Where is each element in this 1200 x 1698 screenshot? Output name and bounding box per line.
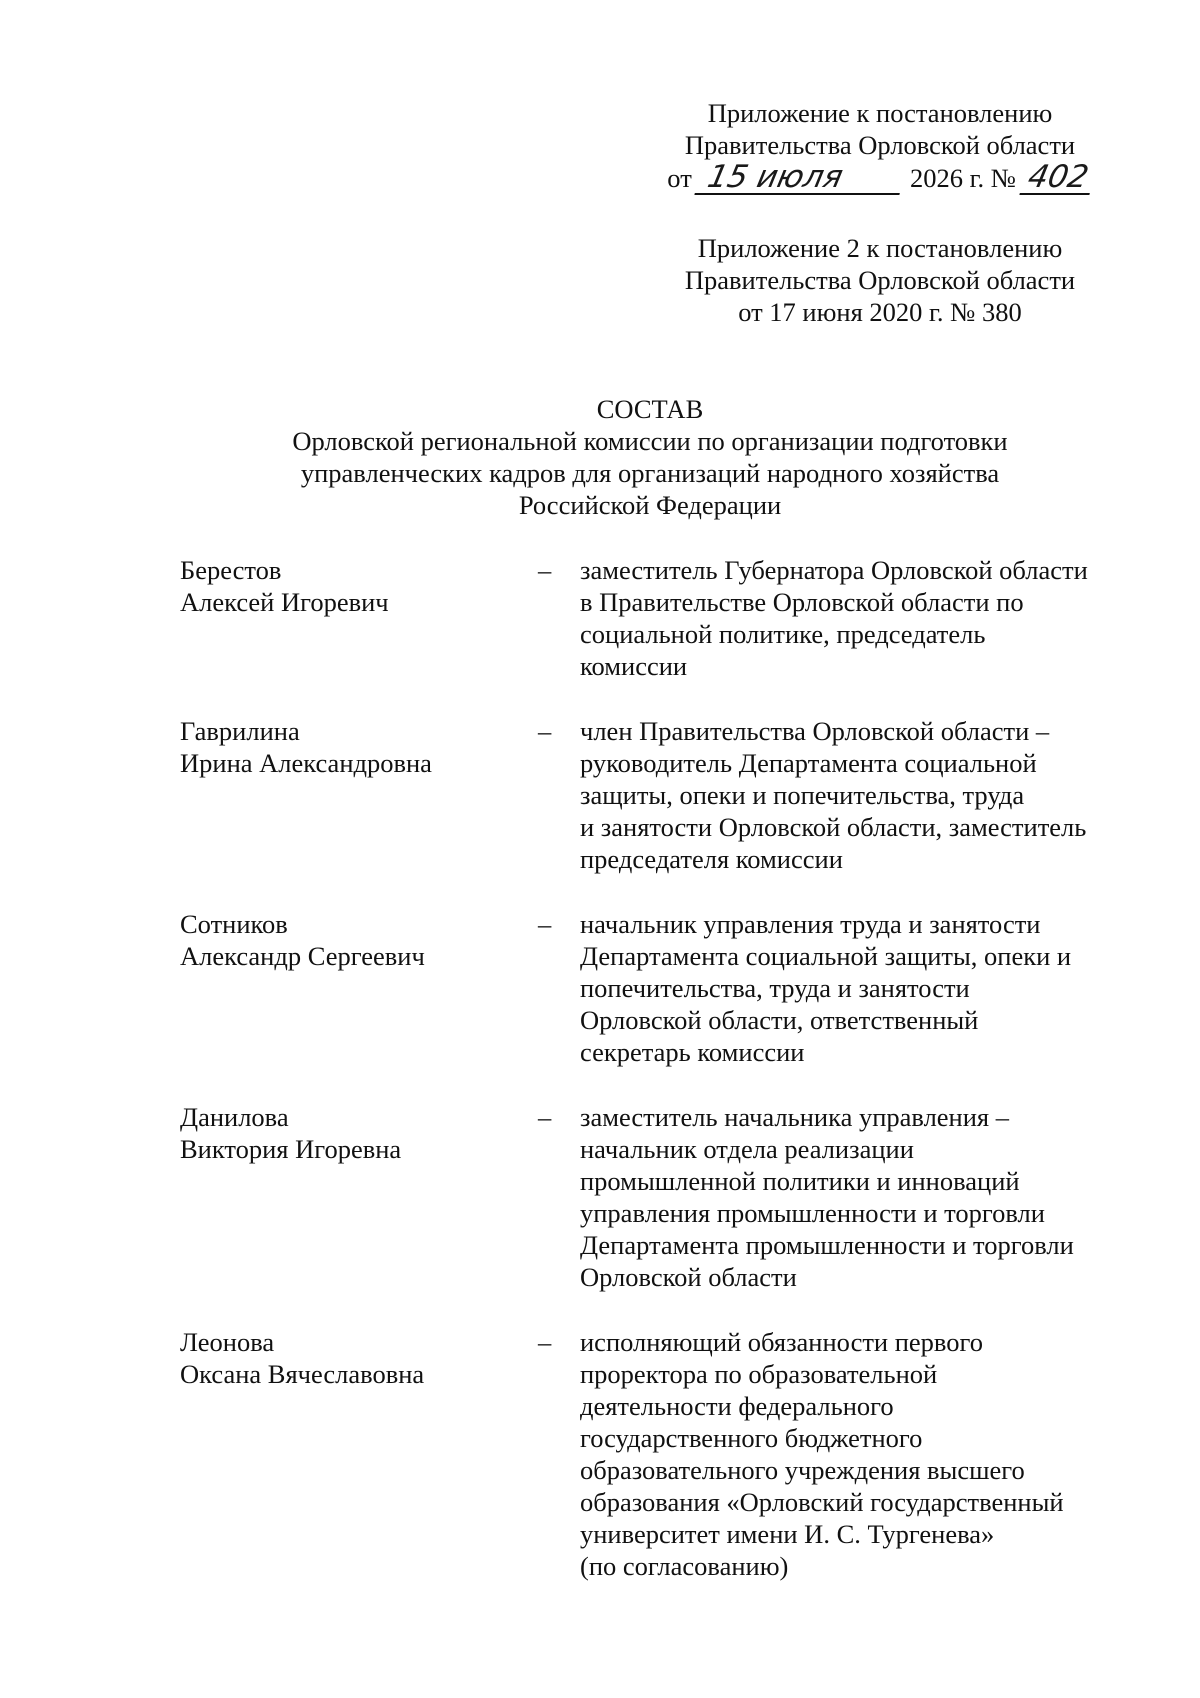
member-role [580,554,1140,682]
member-given-name: Алексей Игоревич [180,587,389,617]
title-subtitle-line: Российской Федерации [518,490,782,520]
approval-stamp-previous [660,232,1100,328]
role-line: председателя комиссии [580,844,843,874]
dash-separator: – [538,716,552,746]
member-role [580,908,1140,1068]
role-line: комиссии [580,651,688,681]
role-line: руководитель Департамента социальной [580,748,1037,778]
approval-line: Приложение к постановлению [707,98,1053,128]
role-line: защиты, опеки и попечительства, труда [580,780,1025,810]
member-given-name: Оксана Вячеславовна [180,1359,425,1389]
member-role [580,1326,1140,1582]
role-line: Департамента промышленности и торговли [580,1230,1074,1260]
role-line: социальной политике, председатель [580,619,986,649]
member-entry [0,1326,1200,1582]
dash-separator: – [538,1327,552,1357]
member-role [580,1101,1140,1293]
member-name [180,715,510,779]
role-line: университет имени И. С. Тургенева» [580,1519,995,1549]
role-line: в Правительстве Орловской области по [580,587,1024,617]
role-line: заместитель Губернатора Орловской области [580,555,1088,585]
role-line: Орловской области, ответственный [580,1005,979,1035]
role-line: исполняющий обязанности первого [580,1327,983,1357]
date-prefix: от [667,163,692,193]
member-surname: Леонова [180,1327,275,1357]
role-line: управления промышленности и торговли [580,1198,1045,1228]
approval-stamp-current [660,97,1100,195]
title-subtitle-line: управленческих кадров для организаций народного хозяйства [300,458,1000,488]
member-entry [0,908,1200,1068]
role-line: образовательного учреждения высшего [580,1455,1025,1485]
role-line: образования «Орловский государственный [580,1487,1064,1517]
role-line: (по согласованию) [580,1551,789,1581]
approval-line: Правительства Орловской области [684,265,1076,295]
handwritten-date: 15 июля [695,161,907,195]
document-title [180,393,1120,521]
approval-line: от 17 июня 2020 г. № 380 [738,297,1022,327]
member-name [180,908,510,972]
member-entry [0,554,1200,682]
member-entry [0,1101,1200,1293]
member-surname: Гаврилина [180,716,300,746]
dash-separator: – [538,909,552,939]
role-line: деятельности федерального [580,1391,894,1421]
member-role [580,715,1140,875]
dash-separator: – [538,555,552,585]
title-subtitle-line: Орловской региональной комиссии по организации подготовки [292,426,1008,456]
member-given-name: Ирина Александровна [180,748,432,778]
member-surname: Сотников [180,909,288,939]
members-list [0,554,1200,1615]
role-line: заместитель начальника управления – [580,1102,1009,1132]
approval-date-line [660,161,1100,195]
member-entry [0,715,1200,875]
member-name [180,554,510,618]
approval-line: Приложение 2 к постановлению [697,233,1063,263]
date-year: 2026 г. № [910,163,1017,193]
role-line: член Правительства Орловской области – [580,716,1050,746]
member-given-name: Александр Сергеевич [180,941,425,971]
member-surname: Данилова [180,1102,289,1132]
approval-line: Правительства Орловской области [684,130,1076,160]
role-line: Орловской области [580,1262,797,1292]
member-name [180,1326,510,1390]
member-given-name: Виктория Игоревна [180,1134,402,1164]
role-line: начальник управления труда и занятости [580,909,1041,939]
role-line: Департамента социальной защиты, опеки и [580,941,1072,971]
member-name [180,1101,510,1165]
dash-separator: – [538,1102,552,1132]
role-line: проректора по образовательной [580,1359,938,1389]
role-line: секретарь комиссии [580,1037,805,1067]
role-line: начальник отдела реализации [580,1134,914,1164]
role-line: и занятости Орловской области, заместитель [580,812,1087,842]
role-line: государственного бюджетного [580,1423,923,1453]
role-line: промышленной политики и инноваций [580,1166,1020,1196]
title-heading: СОСТАВ [596,394,704,424]
handwritten-number: 402 [1019,161,1096,195]
role-line: попечительства, труда и занятости [580,973,970,1003]
member-surname: Берестов [180,555,282,585]
